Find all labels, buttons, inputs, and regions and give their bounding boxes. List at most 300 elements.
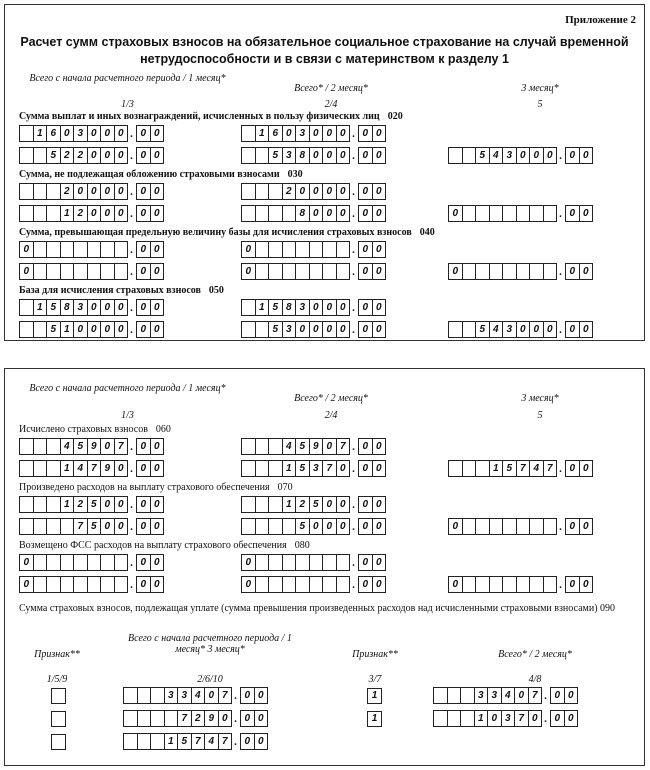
field-030-2-col2-digit-cell[interactable]: 0 [309, 205, 324, 222]
field-050-2-col1[interactable] [19, 321, 163, 338]
field-070-2-col3-kop-cell[interactable]: 0 [579, 518, 594, 535]
field-040-2-col2-digit-cell[interactable] [268, 263, 283, 280]
field-090-total-2-digit-cell[interactable]: 3 [501, 710, 516, 727]
field-020-1-col1-digit-cell[interactable]: 1 [33, 125, 48, 142]
field-070-2-col1-kop-cell[interactable]: 0 [136, 518, 151, 535]
field-090-total-2-digit-cell[interactable]: 7 [528, 687, 543, 704]
field-060-2-col3-kop-cell[interactable]: 0 [565, 460, 580, 477]
field-080-1-col1-kop-cell[interactable]: 0 [136, 554, 151, 571]
field-070-1-col2-digit-cell[interactable]: 5 [309, 496, 324, 513]
field-020-1-col1[interactable] [19, 125, 163, 142]
field-030-2-col1-digit-cell[interactable] [19, 205, 34, 222]
field-070-2-col3-digit-cell[interactable] [462, 518, 477, 535]
field-070-2-col3-digit-cell[interactable]: 0 [448, 518, 463, 535]
field-030-1-col1-digit-cell[interactable] [46, 183, 61, 200]
field-080-2-col3-digit-cell[interactable] [516, 576, 531, 593]
field-070-1-col1-digit-cell[interactable]: 0 [100, 496, 115, 513]
field-080-1-col2-digit-cell[interactable] [255, 554, 270, 571]
field-060-1-col2-digit-cell[interactable]: 4 [282, 438, 297, 455]
field-020-2-col3-kop-cell[interactable]: 0 [579, 147, 594, 164]
field-060-2-col3-digit-cell[interactable]: 7 [516, 460, 531, 477]
field-060-2-col3-digit-cell[interactable]: 5 [502, 460, 517, 477]
field-060-1-col2-digit-cell[interactable]: 9 [309, 438, 324, 455]
field-050-2-col2-kop-cell[interactable]: 0 [372, 321, 387, 338]
field-020-1-col1-digit-cell[interactable]: 6 [46, 125, 61, 142]
field-070-2-col3-kop-cell[interactable]: 0 [565, 518, 580, 535]
field-070-1-col1-digit-cell[interactable]: 5 [87, 496, 102, 513]
field-050-2-col1-digit-cell[interactable]: 0 [114, 321, 129, 338]
field-090-total-1-digit-cell[interactable]: 7 [191, 733, 206, 750]
field-090-total-2-digit-cell[interactable]: 3 [487, 687, 502, 704]
field-050-1-col2-digit-cell[interactable]: 8 [282, 299, 297, 316]
field-050-2-col1-digit-cell[interactable]: 0 [73, 321, 88, 338]
field-020-2-col2-digit-cell[interactable]: 8 [295, 147, 310, 164]
field-090-total-2-digit-cell[interactable] [460, 710, 475, 727]
field-020-2-col3-digit-cell[interactable] [448, 147, 463, 164]
field-080-2-col3[interactable] [448, 576, 592, 593]
field-080-2-col3-digit-cell[interactable] [543, 576, 558, 593]
field-020-2-col2-digit-cell[interactable]: 0 [336, 147, 351, 164]
field-030-1-col2-kop-cell[interactable]: 0 [372, 183, 387, 200]
field-090-total-2-kop-cell[interactable]: 0 [564, 687, 579, 704]
field-080-2-col3-digit-cell[interactable] [462, 576, 477, 593]
field-050-2-col2-digit-cell[interactable]: 3 [282, 321, 297, 338]
field-030-2-col1-kop-cell[interactable]: 0 [136, 205, 151, 222]
field-020-2-col1-digit-cell[interactable]: 5 [46, 147, 61, 164]
field-090-total-2-digit-cell[interactable]: 7 [514, 710, 529, 727]
field-040-2-col2-digit-cell[interactable] [255, 263, 270, 280]
field-040-1-col2-digit-cell[interactable] [282, 241, 297, 258]
field-030-2-col3-kop-cell[interactable]: 0 [565, 205, 580, 222]
field-080-2-col3-kop-cell[interactable]: 0 [579, 576, 594, 593]
field-070-1-col2-digit-cell[interactable]: 1 [282, 496, 297, 513]
field-080-1-col1-digit-cell[interactable] [87, 554, 102, 571]
field-050-1-col1-digit-cell[interactable] [19, 299, 34, 316]
field-070-1-col1-digit-cell[interactable] [19, 496, 34, 513]
field-070-2-col2-kop-cell[interactable]: 0 [358, 518, 373, 535]
field-020-2-col3-kop-cell[interactable]: 0 [565, 147, 580, 164]
field-060-2-col2-digit-cell[interactable] [255, 460, 270, 477]
field-080-2-col1-digit-cell[interactable]: 0 [19, 576, 34, 593]
field-020-2-col2-kop-cell[interactable]: 0 [358, 147, 373, 164]
field-020-1-col2-kop-cell[interactable]: 0 [358, 125, 373, 142]
field-060-2-col1-digit-cell[interactable]: 4 [73, 460, 88, 477]
field-020-1-col1-digit-cell[interactable]: 0 [60, 125, 75, 142]
field-030-2-col2-digit-cell[interactable] [268, 205, 283, 222]
field-080-1-col1-digit-cell[interactable] [46, 554, 61, 571]
field-050-2-col3-digit-cell[interactable] [462, 321, 477, 338]
field-070-2-col1-digit-cell[interactable]: 7 [73, 518, 88, 535]
field-060-2-col1-kop-cell[interactable]: 0 [136, 460, 151, 477]
field-030-1-col1-digit-cell[interactable]: 0 [100, 183, 115, 200]
field-030-2-col3-digit-cell[interactable] [543, 205, 558, 222]
field-070-2-col3-digit-cell[interactable] [489, 518, 504, 535]
field-090-total-1[interactable] [123, 687, 267, 704]
field-050-2-col3[interactable] [448, 321, 592, 338]
field-080-1-col1-kop-cell[interactable]: 0 [150, 554, 165, 571]
field-020-2-col2-digit-cell[interactable]: 0 [309, 147, 324, 164]
field-030-2-col1-digit-cell[interactable]: 0 [100, 205, 115, 222]
field-020-1-col1-kop-cell[interactable]: 0 [136, 125, 151, 142]
field-050-1-col2-digit-cell[interactable] [241, 299, 256, 316]
field-080-1-col1-digit-cell[interactable] [73, 554, 88, 571]
field-030-2-col3-digit-cell[interactable] [462, 205, 477, 222]
field-070-1-col1-kop-cell[interactable]: 0 [136, 496, 151, 513]
field-050-1-col1-digit-cell[interactable]: 3 [73, 299, 88, 316]
field-080-1-col2-digit-cell[interactable] [295, 554, 310, 571]
field-060-1-col2-kop-cell[interactable]: 0 [358, 438, 373, 455]
field-070-1-col2-digit-cell[interactable]: 0 [322, 496, 337, 513]
field-040-2-col2-digit-cell[interactable] [309, 263, 324, 280]
field-050-1-col2-digit-cell[interactable]: 0 [322, 299, 337, 316]
field-020-1-col2-digit-cell[interactable]: 0 [322, 125, 337, 142]
field-090-total-2[interactable] [433, 687, 577, 704]
field-040-2-col2-digit-cell[interactable] [322, 263, 337, 280]
field-060-2-col2-digit-cell[interactable] [241, 460, 256, 477]
field-090-total-2-digit-cell[interactable]: 3 [474, 687, 489, 704]
field-080-2-col2-kop-cell[interactable]: 0 [358, 576, 373, 593]
field-040-2-col1-digit-cell[interactable] [33, 263, 48, 280]
field-060-1-col2-kop-cell[interactable]: 0 [372, 438, 387, 455]
field-030-2-col1-digit-cell[interactable]: 0 [87, 205, 102, 222]
field-070-2-col2-digit-cell[interactable] [282, 518, 297, 535]
field-030-2-col2-digit-cell[interactable]: 0 [322, 205, 337, 222]
field-040-1-col1-digit-cell[interactable]: 0 [19, 241, 34, 258]
field-030-1-col2-kop-cell[interactable]: 0 [358, 183, 373, 200]
field-050-2-col2-digit-cell[interactable]: 0 [309, 321, 324, 338]
field-050-1-col2-digit-cell[interactable]: 5 [268, 299, 283, 316]
field-050-2-col2-digit-cell[interactable]: 5 [268, 321, 283, 338]
field-070-2-col1-digit-cell[interactable] [33, 518, 48, 535]
field-060-1-col2-digit-cell[interactable] [268, 438, 283, 455]
field-090-total-1[interactable] [123, 710, 267, 727]
field-090-total-1-digit-cell[interactable] [150, 687, 165, 704]
field-060-1-col1-digit-cell[interactable] [19, 438, 34, 455]
field-070-2-col1-digit-cell[interactable]: 0 [100, 518, 115, 535]
field-020-1-col2-kop-cell[interactable]: 0 [372, 125, 387, 142]
field-090-total-2-digit-cell[interactable]: 0 [514, 687, 529, 704]
field-060-1-col1-digit-cell[interactable]: 4 [60, 438, 75, 455]
field-020-2-col1-digit-cell[interactable]: 0 [87, 147, 102, 164]
field-040-1-col2-digit-cell[interactable] [309, 241, 324, 258]
field-050-1-col1-digit-cell[interactable]: 1 [33, 299, 48, 316]
field-090-total-1-digit-cell[interactable]: 1 [164, 733, 179, 750]
field-090-total-1-kop-cell[interactable]: 0 [240, 733, 255, 750]
field-080-1-col1-digit-cell[interactable] [100, 554, 115, 571]
field-030-2-col1-digit-cell[interactable] [33, 205, 48, 222]
field-090-total-2[interactable] [433, 710, 577, 727]
field-060-1-col2-digit-cell[interactable]: 5 [295, 438, 310, 455]
field-050-1-col1-kop-cell[interactable]: 0 [150, 299, 165, 316]
field-060-1-col1[interactable] [19, 438, 163, 455]
field-090-total-2-kop-cell[interactable]: 0 [564, 710, 579, 727]
field-030-1-col2-digit-cell[interactable] [268, 183, 283, 200]
field-070-1-col1[interactable] [19, 496, 163, 513]
field-040-2-col1-digit-cell[interactable] [46, 263, 61, 280]
field-040-1-col2-kop-cell[interactable]: 0 [372, 241, 387, 258]
field-070-2-col2[interactable] [241, 518, 385, 535]
field-050-2-col1-digit-cell[interactable] [33, 321, 48, 338]
field-050-2-col1-digit-cell[interactable]: 0 [100, 321, 115, 338]
field-040-1-col2[interactable] [241, 241, 385, 258]
field-060-1-col2-digit-cell[interactable]: 7 [336, 438, 351, 455]
field-050-2-col1-digit-cell[interactable] [19, 321, 34, 338]
field-080-1-col2-digit-cell[interactable] [268, 554, 283, 571]
field-040-1-col2-digit-cell[interactable] [295, 241, 310, 258]
field-040-1-col1-digit-cell[interactable] [73, 241, 88, 258]
field-070-2-col2-digit-cell[interactable]: 0 [322, 518, 337, 535]
field-060-1-col2-digit-cell[interactable] [241, 438, 256, 455]
field-030-2-col1[interactable] [19, 205, 163, 222]
field-020-2-col3-digit-cell[interactable]: 5 [475, 147, 490, 164]
field-070-1-col2-kop-cell[interactable]: 0 [358, 496, 373, 513]
field-090-total-1-digit-cell[interactable]: 2 [191, 710, 206, 727]
field-090-total-1-digit-cell[interactable]: 3 [177, 687, 192, 704]
field-020-1-col1-digit-cell[interactable]: 0 [87, 125, 102, 142]
field-040-1-col1-digit-cell[interactable] [60, 241, 75, 258]
field-080-1-col2[interactable] [241, 554, 385, 571]
field-080-2-col3-digit-cell[interactable] [475, 576, 490, 593]
field-060-2-col2-digit-cell[interactable]: 5 [295, 460, 310, 477]
field-040-2-col1-digit-cell[interactable] [87, 263, 102, 280]
field-090-total-1-digit-cell[interactable]: 4 [191, 687, 206, 704]
field-080-2-col3-digit-cell[interactable] [489, 576, 504, 593]
field-070-1-col1-kop-cell[interactable]: 0 [150, 496, 165, 513]
field-040-2-col3-kop-cell[interactable]: 0 [579, 263, 594, 280]
field-050-2-col3-digit-cell[interactable]: 5 [475, 321, 490, 338]
field-070-2-col3-digit-cell[interactable] [543, 518, 558, 535]
field-060-2-col3-digit-cell[interactable] [462, 460, 477, 477]
field-020-2-col2-digit-cell[interactable] [241, 147, 256, 164]
field-090-total-1-kop-cell[interactable]: 0 [254, 733, 269, 750]
field-050-2-col2-digit-cell[interactable]: 0 [336, 321, 351, 338]
field-040-2-col3-digit-cell[interactable] [543, 263, 558, 280]
field-030-1-col2-digit-cell[interactable]: 0 [309, 183, 324, 200]
field-090-total-1-digit-cell[interactable] [123, 687, 138, 704]
field-040-2-col2-digit-cell[interactable]: 0 [241, 263, 256, 280]
field-070-2-col2-digit-cell[interactable]: 5 [295, 518, 310, 535]
field-030-1-col1-kop-cell[interactable]: 0 [150, 183, 165, 200]
field-030-2-col3-digit-cell[interactable] [516, 205, 531, 222]
field-080-2-col1-digit-cell[interactable] [114, 576, 129, 593]
field-060-2-col1-digit-cell[interactable]: 0 [114, 460, 129, 477]
field-080-2-col3-kop-cell[interactable]: 0 [565, 576, 580, 593]
field-030-2-col3-digit-cell[interactable] [529, 205, 544, 222]
field-080-2-col1-kop-cell[interactable]: 0 [150, 576, 165, 593]
field-080-2-col2-digit-cell[interactable] [309, 576, 324, 593]
field-090-total-1-digit-cell[interactable]: 7 [177, 710, 192, 727]
field-040-2-col3[interactable] [448, 263, 592, 280]
field-020-2-col1-digit-cell[interactable]: 0 [100, 147, 115, 164]
field-030-1-col2-digit-cell[interactable] [255, 183, 270, 200]
field-020-1-col1-digit-cell[interactable]: 3 [73, 125, 88, 142]
field-050-2-col3-digit-cell[interactable]: 0 [543, 321, 558, 338]
sign-box-2[interactable]: 1 [367, 711, 382, 727]
field-040-2-col2-digit-cell[interactable] [295, 263, 310, 280]
field-030-1-col2-digit-cell[interactable]: 0 [322, 183, 337, 200]
field-080-2-col1-digit-cell[interactable] [87, 576, 102, 593]
field-030-2-col1-digit-cell[interactable]: 0 [114, 205, 129, 222]
field-030-1-col1-digit-cell[interactable]: 0 [73, 183, 88, 200]
field-080-2-col2-kop-cell[interactable]: 0 [372, 576, 387, 593]
field-090-total-1-digit-cell[interactable]: 0 [218, 710, 233, 727]
field-020-2-col1[interactable] [19, 147, 163, 164]
field-050-1-col2[interactable] [241, 299, 385, 316]
field-040-2-col1-digit-cell[interactable]: 0 [19, 263, 34, 280]
field-070-2-col1[interactable] [19, 518, 163, 535]
field-080-2-col2-digit-cell[interactable] [268, 576, 283, 593]
field-040-1-col1-kop-cell[interactable]: 0 [136, 241, 151, 258]
field-060-1-col2[interactable] [241, 438, 385, 455]
field-090-total-2-digit-cell[interactable] [433, 710, 448, 727]
field-090-total-1-digit-cell[interactable] [123, 733, 138, 750]
field-060-2-col3[interactable] [448, 460, 592, 477]
field-020-2-col3-digit-cell[interactable]: 0 [543, 147, 558, 164]
field-090-total-2-digit-cell[interactable] [447, 687, 462, 704]
field-050-1-col2-digit-cell[interactable]: 3 [295, 299, 310, 316]
field-060-1-col1-digit-cell[interactable] [33, 438, 48, 455]
field-090-total-1-digit-cell[interactable]: 3 [164, 687, 179, 704]
field-020-1-col2-digit-cell[interactable]: 0 [309, 125, 324, 142]
field-030-1-col1-kop-cell[interactable]: 0 [136, 183, 151, 200]
field-030-1-col1-digit-cell[interactable] [33, 183, 48, 200]
field-040-2-col1-digit-cell[interactable] [114, 263, 129, 280]
field-060-2-col3-digit-cell[interactable]: 1 [489, 460, 504, 477]
field-070-1-col2-digit-cell[interactable] [268, 496, 283, 513]
field-030-1-col2-digit-cell[interactable]: 0 [295, 183, 310, 200]
field-030-1-col1-digit-cell[interactable]: 0 [87, 183, 102, 200]
field-040-1-col2-digit-cell[interactable]: 0 [241, 241, 256, 258]
field-070-2-col1-digit-cell[interactable] [60, 518, 75, 535]
field-060-2-col1-digit-cell[interactable] [46, 460, 61, 477]
field-080-1-col2-kop-cell[interactable]: 0 [372, 554, 387, 571]
field-040-2-col3-digit-cell[interactable]: 0 [448, 263, 463, 280]
field-090-total-1-digit-cell[interactable] [150, 733, 165, 750]
field-040-1-col1-digit-cell[interactable] [100, 241, 115, 258]
field-080-2-col2[interactable] [241, 576, 385, 593]
field-020-2-col1-kop-cell[interactable]: 0 [150, 147, 165, 164]
field-090-total-1-digit-cell[interactable] [137, 687, 152, 704]
field-040-1-col1-digit-cell[interactable] [33, 241, 48, 258]
field-030-1-col1-digit-cell[interactable]: 0 [114, 183, 129, 200]
field-070-1-col2[interactable] [241, 496, 385, 513]
field-040-2-col3-digit-cell[interactable] [489, 263, 504, 280]
field-040-1-col1-kop-cell[interactable]: 0 [150, 241, 165, 258]
field-060-2-col2[interactable] [241, 460, 385, 477]
field-040-2-col3-digit-cell[interactable] [502, 263, 517, 280]
field-020-1-col2[interactable] [241, 125, 385, 142]
field-040-2-col2-kop-cell[interactable]: 0 [372, 263, 387, 280]
field-020-2-col2-digit-cell[interactable]: 3 [282, 147, 297, 164]
field-030-2-col2[interactable] [241, 205, 385, 222]
field-050-2-col1-digit-cell[interactable]: 0 [87, 321, 102, 338]
field-020-2-col1-digit-cell[interactable] [19, 147, 34, 164]
field-090-total-1[interactable] [123, 733, 267, 750]
field-080-1-col2-kop-cell[interactable]: 0 [358, 554, 373, 571]
field-070-2-col2-digit-cell[interactable]: 0 [309, 518, 324, 535]
field-020-2-col1-digit-cell[interactable]: 2 [73, 147, 88, 164]
field-040-2-col2-kop-cell[interactable]: 0 [358, 263, 373, 280]
field-080-2-col1[interactable] [19, 576, 163, 593]
field-020-1-col1-digit-cell[interactable]: 0 [114, 125, 129, 142]
field-040-1-col1[interactable] [19, 241, 163, 258]
field-090-total-1-digit-cell[interactable]: 5 [177, 733, 192, 750]
field-030-1-col2-digit-cell[interactable]: 2 [282, 183, 297, 200]
field-030-2-col1-digit-cell[interactable]: 2 [73, 205, 88, 222]
field-080-2-col2-digit-cell[interactable] [282, 576, 297, 593]
field-090-total-2-digit-cell[interactable] [433, 687, 448, 704]
field-020-2-col1-digit-cell[interactable]: 0 [114, 147, 129, 164]
field-050-1-col2-kop-cell[interactable]: 0 [358, 299, 373, 316]
field-060-2-col3-digit-cell[interactable] [448, 460, 463, 477]
field-020-1-col2-digit-cell[interactable] [241, 125, 256, 142]
field-020-2-col1-digit-cell[interactable] [33, 147, 48, 164]
field-080-2-col1-digit-cell[interactable] [33, 576, 48, 593]
field-070-2-col2-digit-cell[interactable] [255, 518, 270, 535]
field-080-2-col1-digit-cell[interactable] [100, 576, 115, 593]
field-030-1-col1-digit-cell[interactable]: 2 [60, 183, 75, 200]
field-030-2-col3-digit-cell[interactable] [489, 205, 504, 222]
field-070-1-col1-digit-cell[interactable] [33, 496, 48, 513]
sign-box-1[interactable] [51, 711, 66, 727]
field-020-1-col1-kop-cell[interactable]: 0 [150, 125, 165, 142]
field-090-total-1-digit-cell[interactable]: 4 [204, 733, 219, 750]
field-050-1-col1-digit-cell[interactable]: 0 [100, 299, 115, 316]
field-040-1-col2-digit-cell[interactable] [268, 241, 283, 258]
field-090-total-1-digit-cell[interactable] [137, 733, 152, 750]
field-020-2-col3-digit-cell[interactable]: 0 [529, 147, 544, 164]
field-050-2-col2-digit-cell[interactable]: 0 [295, 321, 310, 338]
field-020-1-col2-digit-cell[interactable]: 0 [282, 125, 297, 142]
field-020-1-col2-digit-cell[interactable]: 3 [295, 125, 310, 142]
field-070-1-col1-digit-cell[interactable] [46, 496, 61, 513]
field-060-1-col1-digit-cell[interactable]: 0 [100, 438, 115, 455]
field-020-2-col2-digit-cell[interactable]: 5 [268, 147, 283, 164]
field-030-2-col3-digit-cell[interactable]: 0 [448, 205, 463, 222]
field-040-1-col2-kop-cell[interactable]: 0 [358, 241, 373, 258]
field-060-2-col2-digit-cell[interactable]: 7 [322, 460, 337, 477]
field-020-2-col1-digit-cell[interactable]: 2 [60, 147, 75, 164]
field-050-1-col2-digit-cell[interactable]: 0 [309, 299, 324, 316]
field-030-1-col2-digit-cell[interactable] [241, 183, 256, 200]
field-090-total-1-kop-cell[interactable]: 0 [240, 710, 255, 727]
field-080-2-col1-digit-cell[interactable] [46, 576, 61, 593]
field-060-1-col1-digit-cell[interactable]: 5 [73, 438, 88, 455]
field-080-2-col1-kop-cell[interactable]: 0 [136, 576, 151, 593]
field-040-1-col1-digit-cell[interactable] [46, 241, 61, 258]
field-080-2-col3-digit-cell[interactable] [502, 576, 517, 593]
field-060-2-col3-digit-cell[interactable]: 4 [529, 460, 544, 477]
field-040-2-col1-kop-cell[interactable]: 0 [150, 263, 165, 280]
field-060-1-col2-digit-cell[interactable]: 0 [322, 438, 337, 455]
field-030-2-col2-digit-cell[interactable]: 0 [336, 205, 351, 222]
field-080-2-col1-digit-cell[interactable] [60, 576, 75, 593]
field-050-2-col1-digit-cell[interactable]: 1 [60, 321, 75, 338]
field-050-1-col2-kop-cell[interactable]: 0 [372, 299, 387, 316]
field-090-total-2-digit-cell[interactable] [460, 687, 475, 704]
field-050-2-col1-kop-cell[interactable]: 0 [150, 321, 165, 338]
field-030-2-col2-digit-cell[interactable] [241, 205, 256, 222]
field-080-2-col2-digit-cell[interactable] [295, 576, 310, 593]
field-070-2-col2-digit-cell[interactable] [241, 518, 256, 535]
field-050-2-col3-digit-cell[interactable]: 0 [529, 321, 544, 338]
field-080-1-col1-digit-cell[interactable] [60, 554, 75, 571]
field-060-2-col2-digit-cell[interactable]: 1 [282, 460, 297, 477]
field-070-1-col2-digit-cell[interactable]: 0 [336, 496, 351, 513]
field-070-2-col3[interactable] [448, 518, 592, 535]
field-030-2-col3[interactable] [448, 205, 592, 222]
field-040-1-col2-digit-cell[interactable] [322, 241, 337, 258]
